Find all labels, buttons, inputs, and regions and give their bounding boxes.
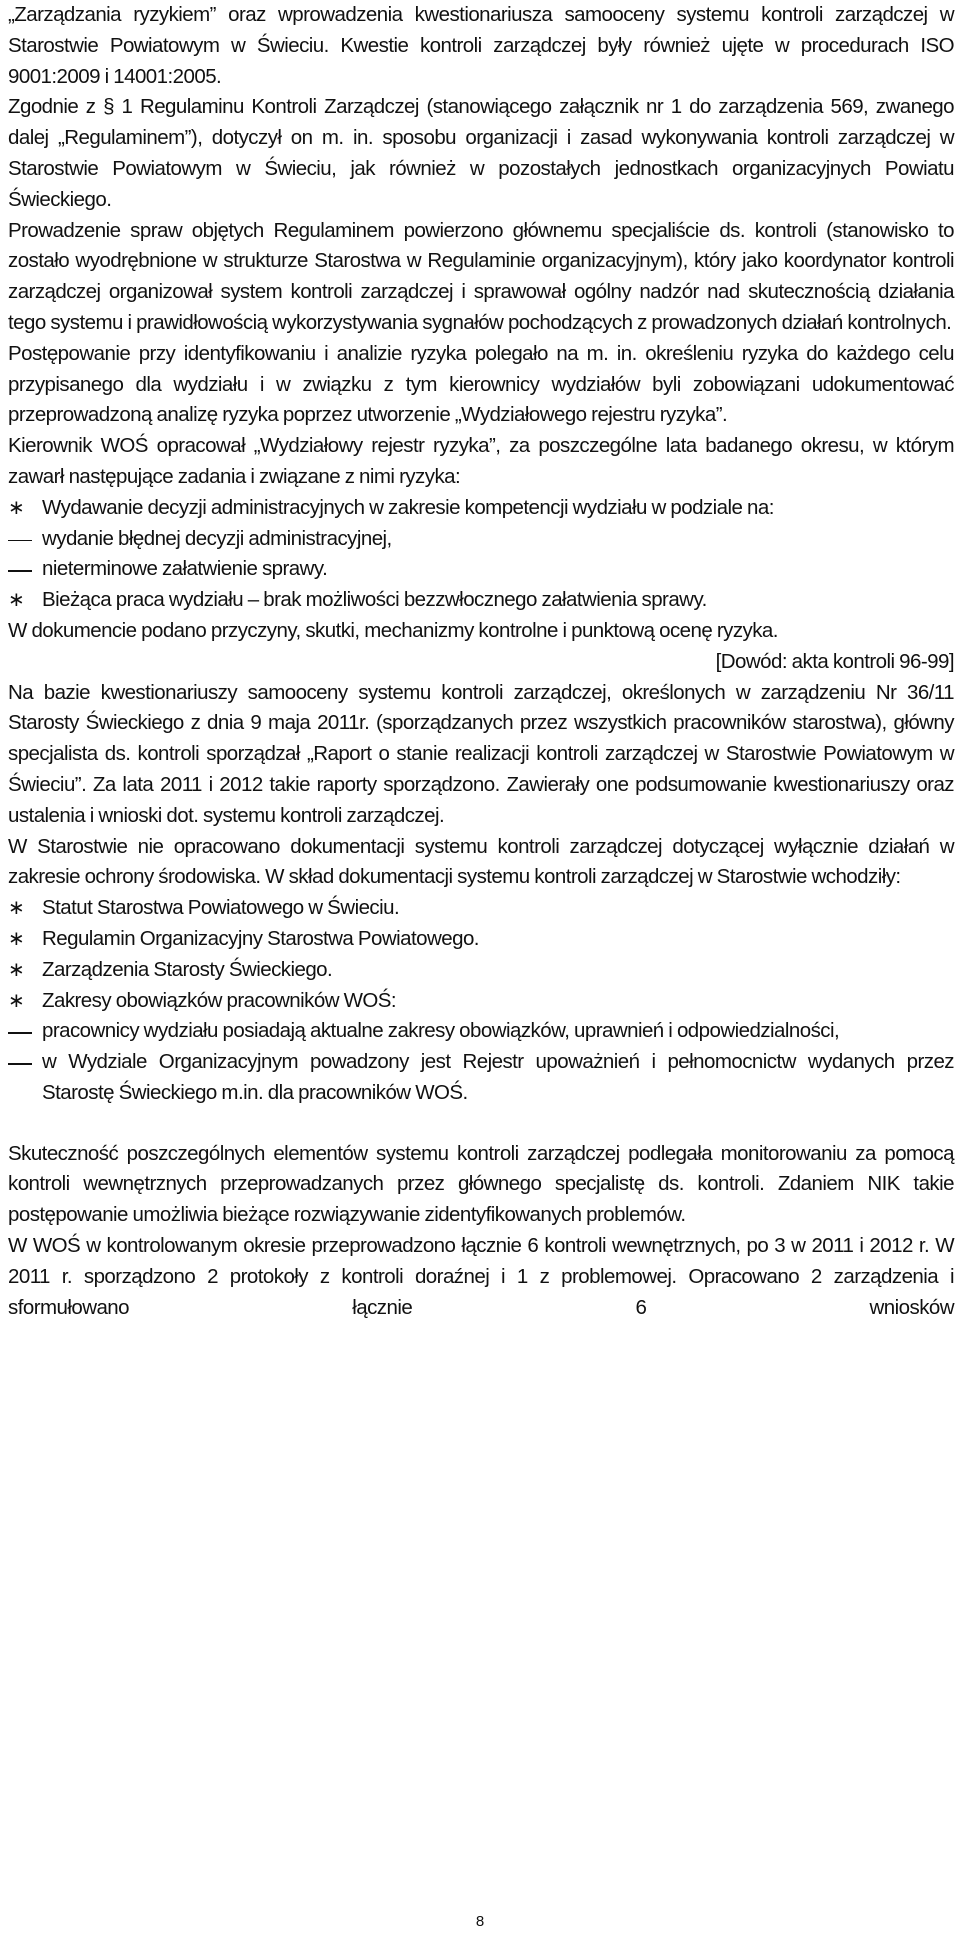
paragraph-regulation-scope: Zgodnie z § 1 Regulaminu Kontroli Zarządczej (stanowiącego załącznik nr 1 do zarządzenia 569, zwanego dalej „Regulaminem”), dotyczył on m. in. sposobu organizacji i zasad wykonywania kontroli zarządczej w Starostwie Powiatowym w Świeciu, jak również w pozostałych jednostkach organizacyjnych Powiatu Świeckiego. <box>8 95 954 211</box>
list-item-text: nieterminowe załatwienie sprawy. <box>42 557 328 581</box>
list-item <box>8 1016 954 1047</box>
paragraph-spacer <box>8 1109 954 1139</box>
paragraph-risk-register: Kierownik WOŚ opracował „Wydziałowy rejestr ryzyka”, za poszczególne lata badanego okresu, w którym zawarł następujące zadania i związane z nimi ryzyka: <box>8 434 954 488</box>
paragraph-self-assessment: Na bazie kwestionariuszy samooceny systemu kontroli zarządczej, określonych w zarządzeniu Nr 36/11 Starosty Świeckiego z dnia 9 maja 2011r. (sporządzanych przez wszystkich pracowników starostwa), główny specjalista ds. kontroli sporządzał „Raport o stanie realizacji kontroli zarządczej w Starostwie Powiatowym w Świeciu”. Za lata 2011 i 2012 takie raporty sporządzono. Zawierały one podsumowanie kwestionariuszy oraz ustalenia i wnioski dot. systemu kontroli zarządczej. <box>8 680 954 827</box>
paragraph-risk-identification: Postępowanie przy identyfikowaniu i analizie ryzyka polegało na m. in. określeniu ryzyka do każdego celu przypisanego dla wydziału i w związku z tym kierownicy wydziałów byli zobowiązani udokumentować przeprowadzoną analizę ryzyka poprzez utworzenie „Wydziałowego rejestru ryzyka”. <box>8 341 954 427</box>
list-item <box>8 955 954 986</box>
dash-bullet-icon <box>8 1016 42 1047</box>
asterisk-bullet-icon <box>8 893 42 924</box>
paragraph-documentation: W Starostwie nie opracowano dokumentacji systemu kontroli zarządczej dotyczącej wyłącznie działań w zakresie ochrony środowiska. W skład dokumentacji systemu kontroli zarządczej w Starostwie wchodziły: <box>8 834 954 889</box>
list-item <box>8 924 954 955</box>
dash-bullet-icon <box>8 524 42 555</box>
list-item <box>8 524 954 555</box>
asterisk-bullet-icon <box>8 955 42 986</box>
list-item-text: Wydawanie decyzji administracyjnych w zakresie kompetencji wydziału w podziale na: <box>42 495 774 519</box>
dash-bullet-icon <box>8 1047 42 1078</box>
list-item-text: Zakresy obowiązków pracowników WOŚ: <box>42 988 397 1012</box>
asterisk-bullet-icon <box>8 986 42 1017</box>
list-item-text: Regulamin Organizacyjny Starostwa Powiatowego. <box>42 926 479 950</box>
paragraph-monitoring: Skuteczność poszczególnych elementów systemu kontroli zarządczej podlegała monitorowaniu za pomocą kontroli wewnętrznych przeprowadzanych przez głównego specjalistę ds. kontroli. Zdaniem NIK takie postępowanie umożliwia bieżące rozwiązywanie zidentyfikowanych problemów. <box>8 1141 954 1227</box>
asterisk-bullet-icon <box>8 585 42 616</box>
asterisk-bullet-icon <box>8 493 42 524</box>
paragraph-control-specialist: Prowadzenie spraw objętych Regulaminem powierzono głównemu specjaliście ds. kontroli (stanowisko to zostało wyodrębnione w strukturze Starostwa w Regulaminie organizacyjnym), który jako koordynator kontroli zarządczej organizował system kontroli zarządczej i sprawował ogólny nadzór nad skutecznością działania tego systemu i prawidłowością wykorzystywania sygnałów pochodzących z prowadzonych działań kontrolnych. <box>8 218 954 334</box>
asterisk-bullet-icon <box>8 924 42 955</box>
list-item <box>8 1047 954 1109</box>
document-body <box>8 0 954 1323</box>
list-item-text: Bieżąca praca wydziału – brak możliwości bezzwłocznego załatwienia sprawy. <box>42 588 707 612</box>
list-item-text: wydanie błędnej decyzji administracyjnej, <box>42 526 392 550</box>
list-item-text: Zarządzenia Starosty Świeckiego. <box>42 957 333 981</box>
list-item <box>8 493 954 524</box>
paragraph-risk-management: „Zarządzania ryzykiem” oraz wprowadzenia kwestionariusza samooceny systemu kontroli zarządczej w Starostwie Powiatowym w Świeciu. Kwestie kontroli zarządczej były również ujęte w procedurach ISO 9001:2009 i 14001:2005. <box>8 3 954 88</box>
paragraph-document-contents: W dokumencie podano przyczyny, skutki, mechanizmy kontrolne i punktową ocenę ryzyka. <box>8 618 778 642</box>
list-item <box>8 585 954 616</box>
page-number: 8 <box>475 1913 485 1930</box>
list-item-text: Statut Starostwa Powiatowego w Świeciu. <box>42 896 400 920</box>
list-item <box>8 554 954 585</box>
list-item <box>8 986 954 1017</box>
list-item-text: pracownicy wydziału posiadają aktualne zakresy obowiązków, uprawnień i odpowiedzialności, <box>42 1019 840 1043</box>
list-item <box>8 893 954 924</box>
paragraph-internal-controls: W WOŚ w kontrolowanym okresie przeprowadzono łącznie 6 kontroli wewnętrznych, po 3 w 2011 i 2012 r. W 2011 r. sporządzono 2 protokoły z kontroli doraźnej i 1 z problemowej. Opracowano 2 zarządzenia i sformułowano łącznie 6 wniosków <box>8 1234 954 1319</box>
evidence-reference: [Dowód: akta kontroli 96-99] <box>715 649 954 673</box>
dash-bullet-icon <box>8 554 42 585</box>
list-item-text: w Wydziale Organizacyjnym powadzony jest Rejestr upoważnień i pełnomocnictw wydanych przez Starostę Świeckiego m.in. dla pracowników WOŚ. <box>42 1050 954 1104</box>
